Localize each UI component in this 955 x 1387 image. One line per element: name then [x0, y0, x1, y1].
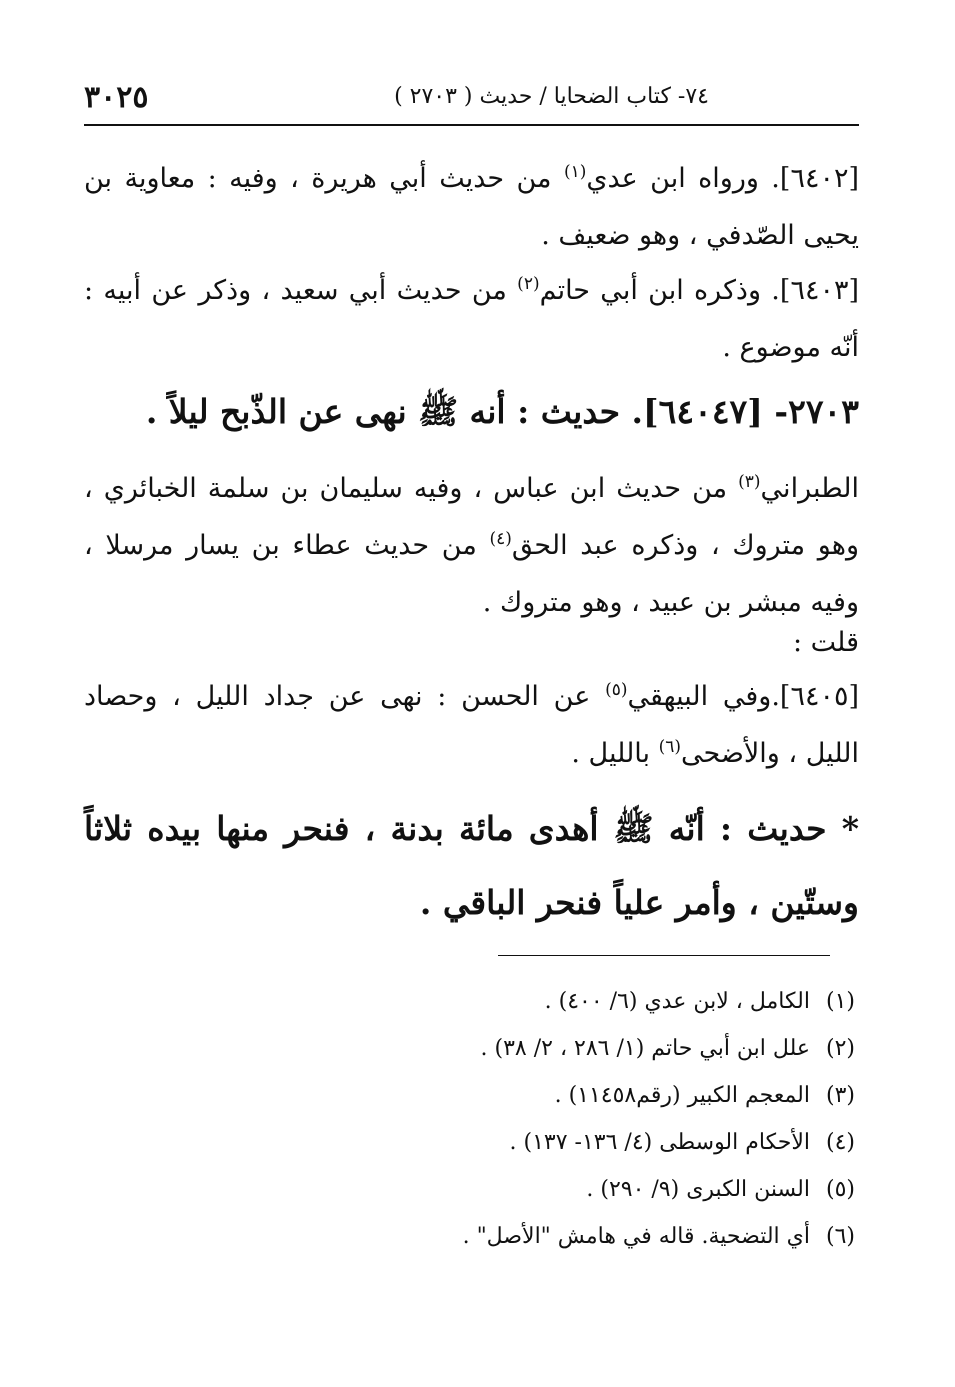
footnote-ref[interactable]: (٦): [658, 737, 682, 757]
footnote-number: (٥): [825, 1177, 855, 1202]
footnote-ref[interactable]: (٤): [489, 529, 512, 549]
hadith-heading-2703: ٢٧٠٣- [٦٤٠٤٧]. حديث : أنه ﷺ نهى عن الذّبح ليلاً .: [145, 392, 859, 431]
footnote-text: أي التضحية. قاله في هامش "الأصل" .: [462, 1224, 810, 1249]
footnotes-list: [84, 978, 855, 1260]
paragraph-text: الطبراني: [760, 473, 859, 504]
paragraph-text: [٦٤٠٢]. ورواه ابن عدي: [586, 163, 859, 194]
footnote-item: [84, 1166, 855, 1213]
paragraph-text: من حديث عطاء بن يسار مرسلا ، وفيه مبشر بن عبيد ، وهو متروك .: [84, 530, 859, 618]
paragraph-text: من حديث أبي سعيد ، وذكر عن أبيه : أنّه موضوع .: [84, 275, 859, 363]
paragraph-6402: [84, 150, 859, 264]
footnote-item: [84, 1025, 855, 1072]
paragraph-text: من حديث ابن عباس ، وفيه سليمان بن سلمة الخبائري ، وهو متروك ، وذكره عبد الحق: [84, 473, 860, 561]
footnote-text: علل ابن أبي حاتم (١/ ٢٨٦ ، ٢/ ٣٨) .: [480, 1036, 810, 1061]
footnote-text: المعجم الكبير (رقم١١٤٥٨) .: [554, 1083, 810, 1108]
footnote-number: (٤): [825, 1130, 855, 1155]
paragraph-tabarani: [84, 460, 859, 631]
footnote-text: الأحكام الوسطى (٤/ ١٣٦- ١٣٧) .: [509, 1130, 810, 1155]
paragraph-text: عن الحسن : نهى عن جداد الليل ، وحصاد الليل ، والأضحى: [84, 681, 859, 769]
footnote-number: (٣): [825, 1083, 855, 1108]
paragraph-6403: [84, 262, 859, 376]
qult-label: قلت :: [792, 627, 859, 658]
paragraph-text: من حديث أبي هريرة ، وفيه : معاوية بن يحيى الصّدفي ، وهو ضعيف .: [84, 163, 859, 251]
footnote-number: (١): [825, 989, 855, 1014]
header-rule: [84, 124, 859, 126]
running-title: ٧٤- كتاب الضحايا / حديث ( ٢٧٠٣ ): [394, 84, 709, 109]
hadith-heading-star: * حديث : أنّه ﷺ أهدى مائة بدنة ، فنحر منها بيده ثلاثاً وستّين ، وأمر علياً فنحر الباقي .: [84, 809, 859, 922]
footnote-item: [84, 1119, 855, 1166]
footnote-ref[interactable]: (٣): [738, 472, 761, 492]
footnote-text: السنن الكبرى (٩/ ٢٩٠) .: [586, 1177, 810, 1202]
footnote-ref[interactable]: (٥): [605, 680, 628, 700]
paragraph-text: [٦٤٠٣]. وذكره ابن أبي حاتم: [539, 275, 859, 306]
footnote-number: (٦): [825, 1224, 855, 1249]
footnote-separator: [498, 955, 830, 956]
footnote-text: الكامل ، لابن عدي (٦/ ٤٠٠) .: [544, 989, 810, 1014]
page-number: ٣٠٢٥: [84, 80, 149, 115]
footnote-ref[interactable]: (١): [563, 162, 587, 182]
footnote-number: (٢): [825, 1036, 855, 1061]
footnote-item: [84, 1072, 855, 1119]
footnote-ref[interactable]: (٢): [517, 274, 540, 294]
paragraph-6405: [84, 668, 859, 782]
footnote-item: [84, 1213, 855, 1260]
footnote-item: [84, 978, 855, 1025]
page-header: [84, 78, 859, 118]
paragraph-text: بالليل .: [571, 738, 659, 769]
paragraph-text: [٦٤٠٥].وفي البيهقي: [627, 681, 859, 712]
